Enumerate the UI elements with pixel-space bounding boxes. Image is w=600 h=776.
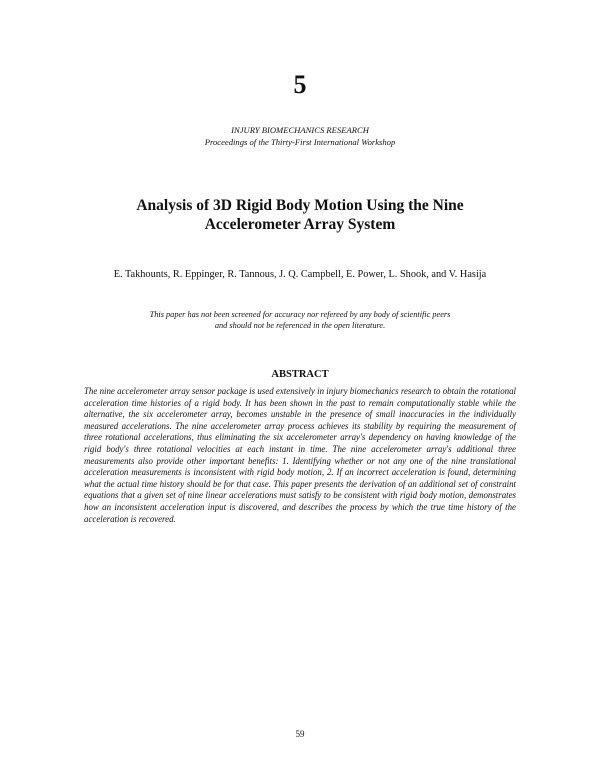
page-number: 59 <box>295 729 305 739</box>
author-list: E. Takhounts, R. Eppinger, R. Tannous, J. Q. Campbell, E. Power, L. Shook, and V. Hasija <box>113 269 487 280</box>
disclaimer-line-2: and should not be referenced in the open literature. <box>214 321 386 330</box>
paper-title <box>60 196 540 234</box>
paper-title-line-2: Accelerometer Array System <box>204 216 396 233</box>
abstract-heading: ABSTRACT <box>271 369 329 380</box>
paper-title-line-1: Analysis of 3D Rigid Body Motion Using the Nine <box>136 197 464 214</box>
disclaimer-note <box>60 309 540 331</box>
disclaimer-line-1: This paper has not been screened for accuracy nor refereed by any body of scientific peers <box>149 310 451 319</box>
chapter-number: 5 <box>293 70 307 99</box>
series-header <box>0 124 600 148</box>
proceedings-line: Proceedings of the Thirty-First International Workshop <box>204 137 396 147</box>
series-name: INJURY BIOMECHANICS RESEARCH <box>231 125 369 135</box>
abstract-body: The nine accelerometer array sensor package is used extensively in injury biomechanics research to obtain the rotational acceleration time histories of a rigid body. It has been shown in the past to remain computationally stable while the alternative, the six accelerometer array, becomes unstable in the presence of small inaccuracies in the individually measured accelerations. The nine accelerometer array process achieves its stability by requiring the measurement of three rotational accelerations, thus eliminating the six accelerometer array's dependency on having knowledge of the rigid body's three rotational velocities at each instant in time. The nine accelerometer array's additional three measurements also provide other important benefits: 1. Identifying whether or not any one of the nine translational acceleration measurements is inconsistent with rigid body motion, 2. If an incorrect acceleration is found, determining what the actual time history should be for that case. This paper presents the derivation of an additional set of constraint equations that a given set of nine linear accelerations must satisfy to be consistent with rigid body motion, demonstrates how an inconsistent acceleration input is discovered, and describes the process by which the true time history of the acceleration is recovered. <box>84 386 516 524</box>
